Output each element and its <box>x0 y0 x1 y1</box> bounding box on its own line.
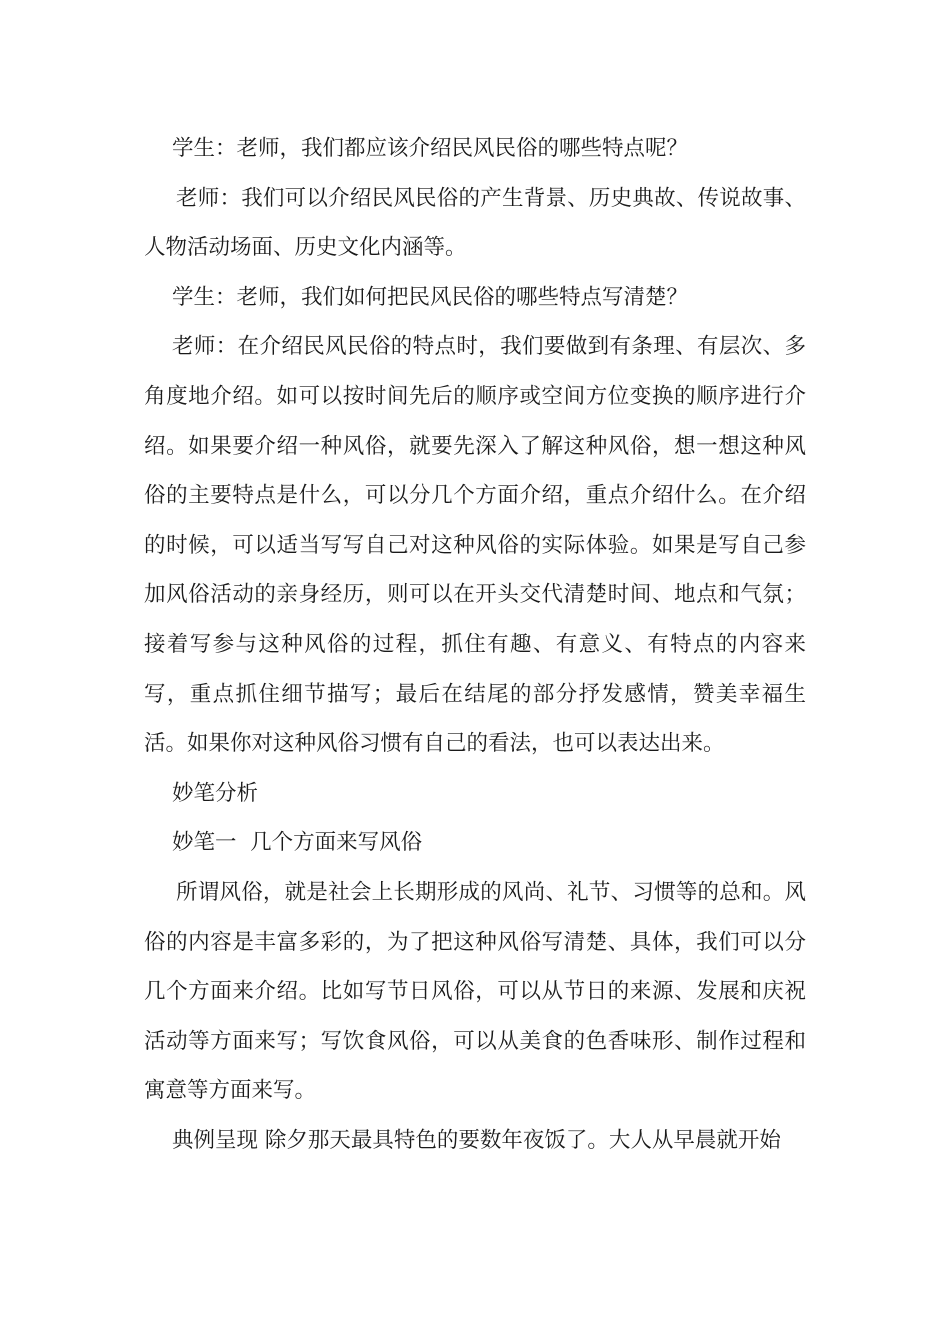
paragraph-student-question-1: 学生：老师，我们都应该介绍民风民俗的哪些特点呢？ <box>172 136 689 161</box>
paragraph-custom-definition: 所谓风俗，就是社会上长期形成的风尚、礼节、习惯等的总和。风俗的内容是丰富多彩的，为了把这种风俗写清楚、具体，我们可以分几个方面来介绍。比如写节日风俗，可以从节日的来源、发展和庆祝活动等方面来写；写饮食风俗，可以从美食的色香味形、制作过程和寓意等方面来写。 <box>144 879 806 1104</box>
paragraph-example: 典例呈现 除夕那天最具特色的要数年夜饭了。大人从早晨就开始 <box>172 1127 781 1153</box>
paragraph-student-question-2: 学生：老师，我们如何把民风民俗的哪些特点写清楚？ <box>172 284 689 310</box>
paragraph-teacher-answer-2: 老师：在介绍民风民俗的特点时，我们要做到有条理、有层次、多角度地介绍。如可以按时间先后的顺序或空间方位变换的顺序进行介绍。如果要介绍一种风俗，就要先深入了解这种风俗，想一想这种风俗的主要特点是什么，可以分几个方面介绍，重点介绍什么。在介绍的时候，可以适当写写自己对这种风俗的实际体验。如果是写自己参加风俗活动的亲身经历，则可以在开头交代清楚时间、地点和气氛；接着写参与这种风俗的过程，抓住有趣、有意义、有特点的内容来写，重点抓住细节描写；最后在结尾的部分抒发感情，赞美幸福生活。如果你对这种风俗习惯有自己的看法，也可以表达出来。 <box>144 334 806 757</box>
section-heading-analysis: 妙笔分析 <box>172 780 259 806</box>
subsection-heading-1: 妙笔一 几个方面来写风俗 <box>172 830 423 856</box>
paragraph-teacher-answer-1: 老师：我们可以介绍民风民俗的产生背景、历史典故、传说故事、人物活动场面、历史文化内涵等。 <box>144 185 806 261</box>
document-body <box>144 124 806 1165</box>
